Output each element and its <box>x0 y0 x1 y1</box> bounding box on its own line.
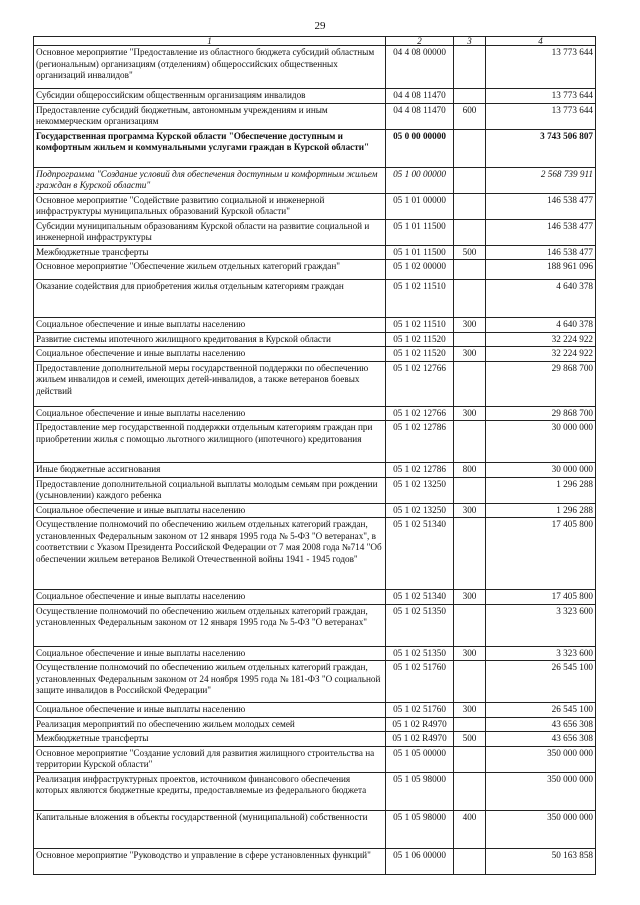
row-expense-type-cell <box>454 772 486 810</box>
row-code-cell: 05 1 05 98000 <box>386 772 454 810</box>
row-name-cell: Основное мероприятие "Создание условий для развития жилищного строительства на территории Курской области" <box>34 746 386 772</box>
row-expense-type-cell <box>454 89 486 104</box>
row-name-cell: Реализация мероприятий по обеспечению жильем молодых семей <box>34 717 386 732</box>
row-expense-type-cell <box>454 746 486 772</box>
row-expense-type-cell: 300 <box>454 318 486 333</box>
row-code-cell: 05 1 02 51760 <box>386 703 454 718</box>
table-row <box>34 604 596 646</box>
row-code-cell: 05 1 01 11500 <box>386 245 454 260</box>
row-sum-cell: 188 961 096 <box>486 260 596 280</box>
row-sum-cell: 26 545 100 <box>486 661 596 703</box>
row-name-cell: Предоставление мер государственной поддержки отдельным категориям граждан при приобретении жилья с помощью льготного жилищного (ипотечного) кредитования <box>34 421 386 463</box>
table-row <box>34 245 596 260</box>
row-code-cell: 04 4 08 11470 <box>386 89 454 104</box>
row-name-cell: Основное мероприятие "Обеспечение жильем отдельных категорий граждан" <box>34 260 386 280</box>
row-name-cell: Межбюджетные трансферты <box>34 732 386 747</box>
table-row <box>34 421 596 463</box>
row-sum-cell: 43 656 308 <box>486 732 596 747</box>
row-name-cell: Социальное обеспечение и иные выплаты населению <box>34 590 386 605</box>
row-name-cell: Подпрограмма "Создание условий для обеспечения доступным и комфортным жильем граждан в Курской области" <box>34 167 386 193</box>
row-expense-type-cell <box>454 717 486 732</box>
row-sum-cell: 350 000 000 <box>486 746 596 772</box>
row-name-cell: Основное мероприятие "Предоставление из областного бюджета субсидий областным (региональным) организациям (отделениям) общероссийских общественных организаций инвалидов" <box>34 46 386 89</box>
row-sum-cell: 350 000 000 <box>486 810 596 848</box>
row-sum-cell: 30 000 000 <box>486 421 596 463</box>
table-row <box>34 219 596 245</box>
row-expense-type-cell: 300 <box>454 590 486 605</box>
row-expense-type-cell: 500 <box>454 732 486 747</box>
row-sum-cell: 3 743 506 807 <box>486 129 596 167</box>
table-row <box>34 167 596 193</box>
row-code-cell: 05 1 02 12786 <box>386 463 454 478</box>
row-expense-type-cell <box>454 280 486 318</box>
table-row <box>34 89 596 104</box>
row-expense-type-cell: 800 <box>454 463 486 478</box>
row-name-cell: Капитальные вложения в объекты государственной (муниципальной) собственности <box>34 810 386 848</box>
row-expense-type-cell <box>454 661 486 703</box>
row-expense-type-cell <box>454 421 486 463</box>
row-name-cell: Социальное обеспечение и иные выплаты населению <box>34 318 386 333</box>
table-row <box>34 129 596 167</box>
row-sum-cell: 4 640 378 <box>486 280 596 318</box>
row-expense-type-cell: 300 <box>454 503 486 518</box>
row-code-cell: 05 1 02 R4970 <box>386 717 454 732</box>
row-expense-type-cell: 500 <box>454 245 486 260</box>
row-sum-cell: 13 773 644 <box>486 103 596 129</box>
row-sum-cell: 1 296 288 <box>486 503 596 518</box>
row-sum-cell: 29 868 700 <box>486 406 596 421</box>
table-row <box>34 703 596 718</box>
row-code-cell: 05 1 02 51760 <box>386 661 454 703</box>
row-code-cell: 05 1 02 12766 <box>386 361 454 406</box>
budget-table <box>33 36 596 875</box>
row-expense-type-cell: 300 <box>454 406 486 421</box>
row-name-cell: Развитие системы ипотечного жилищного кредитования в Курской области <box>34 332 386 347</box>
row-name-cell: Социальное обеспечение и иные выплаты населению <box>34 503 386 518</box>
row-expense-type-cell <box>454 167 486 193</box>
row-name-cell: Социальное обеспечение и иные выплаты населению <box>34 406 386 421</box>
column-number-2: 2 <box>386 37 454 46</box>
row-expense-type-cell <box>454 260 486 280</box>
row-code-cell: 05 1 02 51350 <box>386 646 454 661</box>
row-expense-type-cell: 400 <box>454 810 486 848</box>
row-code-cell: 05 1 02 51350 <box>386 604 454 646</box>
row-code-cell: 05 1 01 00000 <box>386 193 454 219</box>
row-code-cell: 05 1 02 11510 <box>386 280 454 318</box>
table-row <box>34 848 596 874</box>
row-expense-type-cell: 600 <box>454 103 486 129</box>
row-name-cell: Межбюджетные трансферты <box>34 245 386 260</box>
row-name-cell: Социальное обеспечение и иные выплаты населению <box>34 347 386 362</box>
row-sum-cell: 13 773 644 <box>486 89 596 104</box>
page-number: 29 <box>314 20 326 32</box>
table-row <box>34 406 596 421</box>
table-row <box>34 318 596 333</box>
row-sum-cell: 17 405 800 <box>486 590 596 605</box>
row-name-cell: Осуществление полномочий по обеспечению жильем отдельных категорий граждан, установленных Федеральным законом от 12 января 1995 года № 5-ФЗ "О ветеранах" <box>34 604 386 646</box>
row-name-cell: Осуществление полномочий по обеспечению жильем отдельных категорий граждан, установленных Федеральным законом от 12 января 1995 года № 5-ФЗ "О ветеранах", в соответствии с Указом Президента Российской Федерации от 7 мая 2008 года №714 "Об обеспечении жильем ветеранов Великой Отечественной войны 1941 - 1945 годов" <box>34 518 386 590</box>
table-row <box>34 347 596 362</box>
table-row <box>34 46 596 89</box>
column-number-row <box>34 37 596 46</box>
row-expense-type-cell <box>454 193 486 219</box>
row-name-cell: Социальное обеспечение и иные выплаты населению <box>34 703 386 718</box>
row-code-cell: 05 1 00 00000 <box>386 167 454 193</box>
row-code-cell: 05 1 02 00000 <box>386 260 454 280</box>
row-expense-type-cell: 300 <box>454 703 486 718</box>
row-expense-type-cell <box>454 361 486 406</box>
row-expense-type-cell <box>454 477 486 503</box>
row-sum-cell: 17 405 800 <box>486 518 596 590</box>
table-row <box>34 503 596 518</box>
row-name-cell: Предоставление дополнительной социальной выплаты молодым семьям при рождении (усыновлении) каждого ребенка <box>34 477 386 503</box>
table-row <box>34 717 596 732</box>
row-expense-type-cell <box>454 46 486 89</box>
row-code-cell: 05 0 00 00000 <box>386 129 454 167</box>
table-row <box>34 260 596 280</box>
table-row <box>34 477 596 503</box>
row-name-cell: Реализация инфраструктурных проектов, источником финансового обеспечения которых являются бюджетные кредиты, предоставляемые из федерального бюджета <box>34 772 386 810</box>
column-number-4: 4 <box>486 37 596 46</box>
row-expense-type-cell: 300 <box>454 646 486 661</box>
row-code-cell: 05 1 01 11500 <box>386 219 454 245</box>
row-name-cell: Субсидии общероссийским общественным организациям инвалидов <box>34 89 386 104</box>
row-name-cell: Оказание содействия для приобретения жилья отдельным категориям граждан <box>34 280 386 318</box>
table-row <box>34 590 596 605</box>
row-sum-cell: 30 000 000 <box>486 463 596 478</box>
row-name-cell: Предоставление дополнительной меры государственной поддержки по обеспечению жильем инвалидов и семей, имеющих детей-инвалидов, а также ветеранов боевых действий <box>34 361 386 406</box>
row-sum-cell: 26 545 100 <box>486 703 596 718</box>
row-name-cell: Иные бюджетные ассигнования <box>34 463 386 478</box>
row-code-cell: 05 1 02 13250 <box>386 503 454 518</box>
row-code-cell: 05 1 05 00000 <box>386 746 454 772</box>
row-sum-cell: 32 224 922 <box>486 347 596 362</box>
row-name-cell: Основное мероприятие "Содействие развитию социальной и инженерной инфраструктуры муниципальных образований Курской области" <box>34 193 386 219</box>
row-code-cell: 05 1 02 11520 <box>386 347 454 362</box>
row-sum-cell: 13 773 644 <box>486 46 596 89</box>
row-sum-cell: 43 656 308 <box>486 717 596 732</box>
table-row <box>34 732 596 747</box>
row-expense-type-cell <box>454 129 486 167</box>
row-expense-type-cell <box>454 604 486 646</box>
column-number-3: 3 <box>454 37 486 46</box>
row-name-cell: Государственная программа Курской области "Обеспечение доступным и комфортным жильем и коммунальными услугами граждан в Курской области" <box>34 129 386 167</box>
row-name-cell: Осуществление полномочий по обеспечению жильем отдельных категорий граждан, установленных Федеральным законом от 24 ноября 1995 года № 181-ФЗ "О социальной защите инвалидов в Российской Федерации" <box>34 661 386 703</box>
row-code-cell: 05 1 02 12786 <box>386 421 454 463</box>
table-row <box>34 518 596 590</box>
table-row <box>34 646 596 661</box>
column-number-1: 1 <box>34 37 386 46</box>
row-sum-cell: 1 296 288 <box>486 477 596 503</box>
table-row <box>34 103 596 129</box>
row-sum-cell: 146 538 477 <box>486 245 596 260</box>
row-expense-type-cell: 300 <box>454 347 486 362</box>
row-expense-type-cell <box>454 848 486 874</box>
budget-table-body <box>34 37 596 875</box>
table-row <box>34 193 596 219</box>
row-code-cell: 05 1 02 51340 <box>386 590 454 605</box>
table-row <box>34 332 596 347</box>
row-code-cell: 05 1 02 12766 <box>386 406 454 421</box>
row-sum-cell: 32 224 922 <box>486 332 596 347</box>
row-code-cell: 05 1 02 13250 <box>386 477 454 503</box>
row-sum-cell: 3 323 600 <box>486 646 596 661</box>
row-expense-type-cell <box>454 219 486 245</box>
row-code-cell: 05 1 02 51340 <box>386 518 454 590</box>
row-sum-cell: 350 000 000 <box>486 772 596 810</box>
row-name-cell: Предоставление субсидий бюджетным, автономным учреждениям и иным некоммерческим организациям <box>34 103 386 129</box>
row-sum-cell: 50 163 858 <box>486 848 596 874</box>
row-code-cell: 04 4 08 00000 <box>386 46 454 89</box>
table-row <box>34 463 596 478</box>
row-name-cell: Субсидии муниципальным образованиям Курской области на развитие социальной и инженерной инфраструктуры <box>34 219 386 245</box>
row-expense-type-cell <box>454 332 486 347</box>
table-row <box>34 280 596 318</box>
row-sum-cell: 29 868 700 <box>486 361 596 406</box>
table-row <box>34 361 596 406</box>
row-code-cell: 05 1 02 R4970 <box>386 732 454 747</box>
row-sum-cell: 4 640 378 <box>486 318 596 333</box>
row-sum-cell: 2 568 739 911 <box>486 167 596 193</box>
row-sum-cell: 146 538 477 <box>486 219 596 245</box>
table-row <box>34 661 596 703</box>
row-code-cell: 05 1 02 11510 <box>386 318 454 333</box>
row-sum-cell: 3 323 600 <box>486 604 596 646</box>
row-code-cell: 05 1 02 11520 <box>386 332 454 347</box>
table-row <box>34 746 596 772</box>
table-row <box>34 772 596 810</box>
row-code-cell: 05 1 05 98000 <box>386 810 454 848</box>
row-code-cell: 04 4 08 11470 <box>386 103 454 129</box>
row-sum-cell: 146 538 477 <box>486 193 596 219</box>
row-name-cell: Социальное обеспечение и иные выплаты населению <box>34 646 386 661</box>
table-row <box>34 810 596 848</box>
row-name-cell: Основное мероприятие "Руководство и управление в сфере установленных функций" <box>34 848 386 874</box>
row-expense-type-cell <box>454 518 486 590</box>
row-code-cell: 05 1 06 00000 <box>386 848 454 874</box>
